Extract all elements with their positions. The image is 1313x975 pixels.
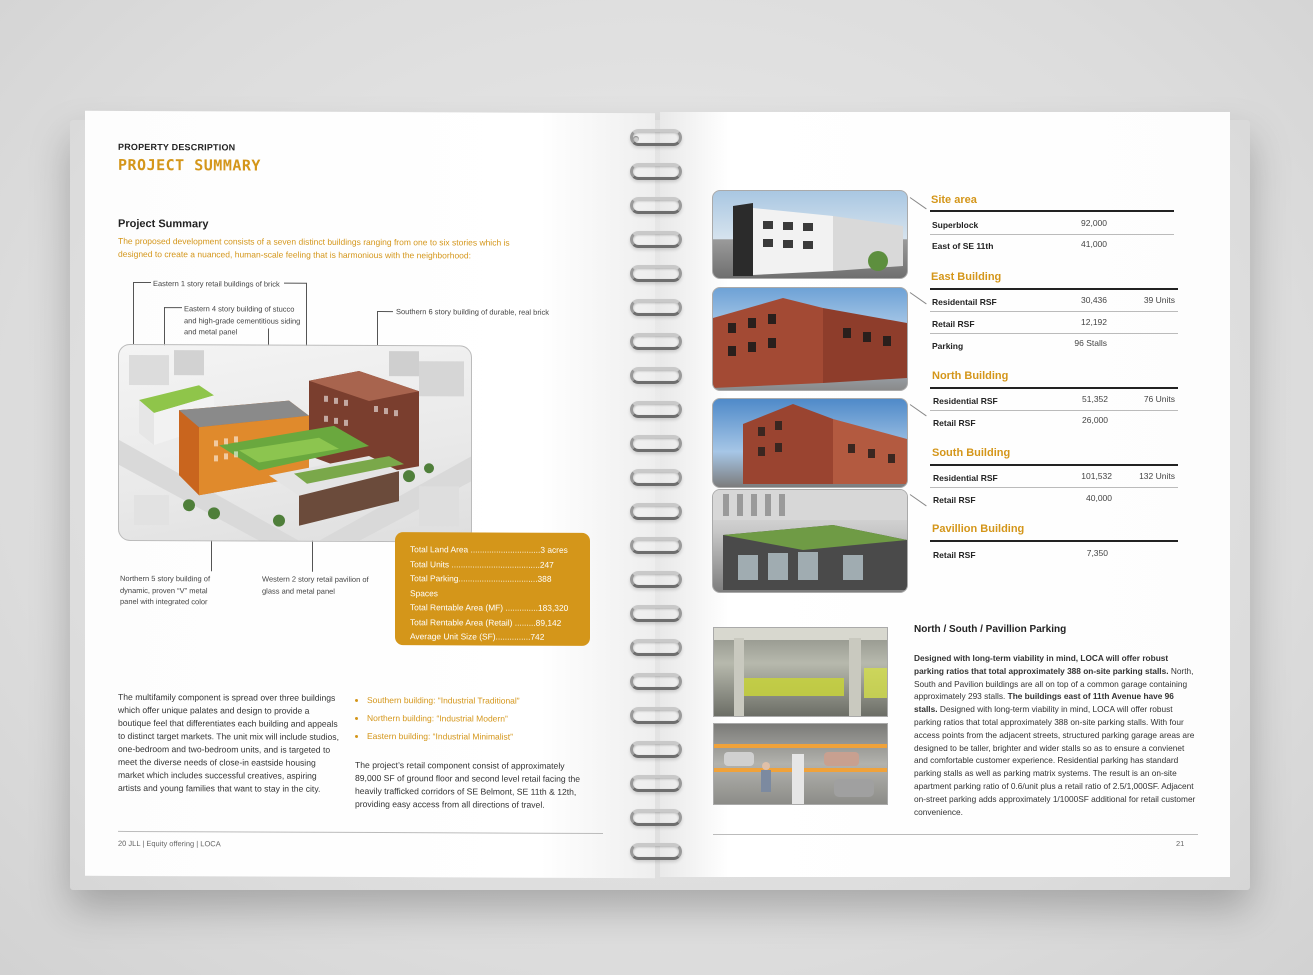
binding-ring	[630, 333, 682, 350]
stat-average-unit-size: Average Unit Size (SF)...............742	[410, 631, 545, 642]
row-value: 92,000	[1081, 218, 1107, 228]
intro-text: The proposed development consists of a seven distinct buildings ranging from one to six stories which is designed to create a nuanced, human-scale feeling that is harmonious with the neighborhood:	[118, 235, 510, 261]
photo-south-building	[712, 398, 908, 488]
bullet-northern: • Northern building: “Industrial Modern”	[367, 713, 585, 724]
stat-total-units: Total Units ......................................247	[410, 558, 554, 570]
right-page	[660, 112, 1230, 877]
aerial-illustration	[119, 345, 471, 542]
table-title-north: North Building	[932, 370, 1009, 382]
row-divider	[930, 487, 1178, 488]
binding-ring	[630, 639, 682, 656]
row-value: 96 Stalls	[1074, 338, 1107, 348]
stat-rentable-area-retail: Total Rentable Area (Retail) .........89,142	[410, 616, 562, 628]
binding-ring	[630, 435, 682, 452]
page-number: 21	[1176, 839, 1185, 848]
parking-paragraph	[914, 652, 1198, 818]
row-value: 30,436	[1081, 295, 1107, 305]
binding-ring	[630, 673, 682, 690]
building-styles-list	[355, 695, 585, 750]
row-value: 41,000	[1081, 239, 1107, 249]
stat-total-parking: Total Parking..................................388 Spaces	[410, 573, 552, 598]
row-label: Residential RSF	[933, 396, 998, 406]
row-label: East of SE 11th	[932, 241, 994, 251]
row-label: Parking	[932, 341, 964, 351]
table-rule	[930, 540, 1178, 542]
row-label: Retail RSF	[933, 550, 976, 560]
stat-rentable-area-mf: Total Rentable Area (MF) ..............183,320	[410, 602, 569, 613]
table-title-south: South Building	[932, 447, 1011, 459]
row-divider	[930, 410, 1178, 411]
table-rule	[930, 210, 1174, 212]
callout-southern-6: Southern 6 story building of durable, real brick	[396, 307, 550, 317]
binding-ring	[630, 469, 682, 486]
east-building-illustration	[713, 191, 907, 278]
stat-total-land-area: Total Land Area ..............................3 acres	[410, 544, 568, 555]
south-building-illustration	[713, 399, 907, 487]
parking-lead: Designed with long-term viability in mind, LOCA will offer robust parking ratios that total approximately 388 on-site parking stalls.	[914, 653, 1169, 676]
row-divider	[930, 234, 1174, 235]
row-value: 26,000	[1082, 415, 1108, 425]
row-value: 7,350	[1086, 548, 1108, 558]
row-divider	[930, 311, 1178, 312]
page-title: PROJECT SUMMARY	[118, 155, 261, 175]
parking-garage-illustration	[714, 628, 887, 716]
section-heading: Project Summary	[118, 217, 209, 231]
photo-east-building	[712, 190, 908, 279]
footer-divider	[118, 831, 603, 834]
row-unit: 76 Units	[1143, 394, 1175, 404]
callout-eastern-1: Eastern 1 story retail buildings of brick	[153, 279, 280, 289]
row-label: Superblock	[932, 220, 979, 230]
row-label: Retail RSF	[933, 418, 976, 428]
row-value: 40,000	[1086, 493, 1112, 503]
bracket-line	[910, 404, 927, 416]
multifamily-paragraph: The multifamily component is spread over three buildings which offer unique palates and design to provide a boutique feel that differentiates each building and appeals to distinct target markets. The unit mix will include studios, one-bedroom and two-bedroom units, and is targeted to meet the diverse needs of close-in eastside housing market which includes successful creatives, aspiring artists and young families that want to stay in the city.	[118, 691, 339, 794]
bracket-line	[910, 494, 927, 506]
left-page	[85, 111, 655, 878]
north-building-illustration	[713, 288, 907, 390]
binding-ring	[630, 775, 682, 792]
photo-parking-matrix	[713, 723, 888, 805]
bullet-southern: • Southern building: “Industrial Traditional”	[367, 695, 585, 706]
footer-divider	[713, 834, 1198, 835]
leader-line	[377, 311, 393, 312]
binding-ring	[630, 265, 682, 282]
table-rule	[930, 288, 1178, 290]
bracket-line	[910, 197, 927, 209]
leader-line	[284, 283, 306, 284]
binding-ring	[630, 129, 682, 146]
binding-ring	[630, 809, 682, 826]
callout-western-2: Western 2 story retail pavilion of glass and metal panel	[262, 574, 369, 596]
callout-eastern-4: Eastern 4 story building of stucco and high-grade cementitious siding and metal panel	[184, 304, 301, 337]
page-kicker: PROPERTY DESCRIPTION	[118, 141, 236, 153]
binding-ring	[630, 367, 682, 384]
photo-pavillion-building	[712, 489, 908, 593]
parking-bold-2: The buildings east of 11th Avenue have 96 stalls.	[914, 691, 1174, 715]
photo-north-building	[712, 287, 908, 391]
row-label: Residentail RSF	[932, 297, 997, 307]
leader-line	[133, 282, 151, 283]
table-rule	[930, 464, 1178, 466]
parking-body-3: Designed with long-term viability in mind, LOCA will offer robust parking ratios that total approximately 388 on-site parking stalls. With four access points from the adjacent streets, structured parking garage areas are designed to be taller, brighter and wider stalls so as to ensure a convienet and comfortable customer experience. Residential parking has standard parking stalls as well as parking matrix systems. The result is an on-site apartment parking ratio of 0.6/unit plus a retail ratio of 2.5/1,000SF. Adjacent on-street parking adds approximately 1/1000SF additional for retail customer convenience.	[914, 704, 1196, 817]
row-value: 101,532	[1081, 471, 1112, 481]
binding-ring	[630, 299, 682, 316]
row-label: Retail RSF	[933, 495, 976, 505]
binding-ring	[630, 231, 682, 248]
table-title-east: East Building	[931, 271, 1002, 283]
leader-line	[164, 307, 182, 308]
row-unit: 39 Units	[1143, 295, 1175, 305]
row-unit: 132 Units	[1139, 471, 1175, 481]
parking-heading: North / South / Pavillion Parking	[914, 624, 1067, 635]
photo-parking-garage	[713, 627, 888, 717]
row-label: Residential RSF	[933, 473, 998, 483]
binding-ring	[630, 741, 682, 758]
binding-ring	[630, 707, 682, 724]
parking-matrix-illustration	[714, 724, 887, 804]
bullet-eastern: • Eastern building: “Industrial Minimalist”	[367, 731, 585, 742]
binding-ring	[630, 197, 682, 214]
row-value: 51,352	[1082, 394, 1108, 404]
table-title-pavillion: Pavillion Building	[932, 523, 1025, 535]
retail-paragraph: The project’s retail component consist of approximately 89,000 SF of ground floor and second level retail facing the heavily trafficked corridors of SE Belmont, SE 11th & 12th, providing easy access from all directions of travel.	[355, 759, 581, 810]
table-title-site-area: Site area	[931, 194, 977, 206]
binding-ring	[630, 571, 682, 588]
binding-ring	[630, 605, 682, 622]
binding-ring	[630, 503, 682, 520]
binding-ring	[630, 537, 682, 554]
row-divider	[930, 333, 1178, 334]
row-label: Retail RSF	[932, 319, 975, 329]
bracket-line	[910, 292, 927, 304]
row-value: 12,192	[1081, 317, 1107, 327]
pavillion-illustration	[713, 490, 907, 592]
stats-box	[395, 532, 590, 646]
binding-ring	[630, 843, 682, 860]
aerial-rendering	[118, 344, 472, 543]
binding-ring	[630, 401, 682, 418]
left-footer: 20 JLL | Equity offering | LOCA	[118, 838, 221, 849]
table-rule	[930, 387, 1178, 389]
parking-body-1: North, South and Pavilion buildings are all on top of a common garage containing approximately 293 stalls.	[914, 665, 1194, 702]
binding-ring	[630, 163, 682, 180]
callout-northern-5: Northern 5 story building of dynamic, proven “V” metal panel with integrated color	[120, 573, 211, 607]
